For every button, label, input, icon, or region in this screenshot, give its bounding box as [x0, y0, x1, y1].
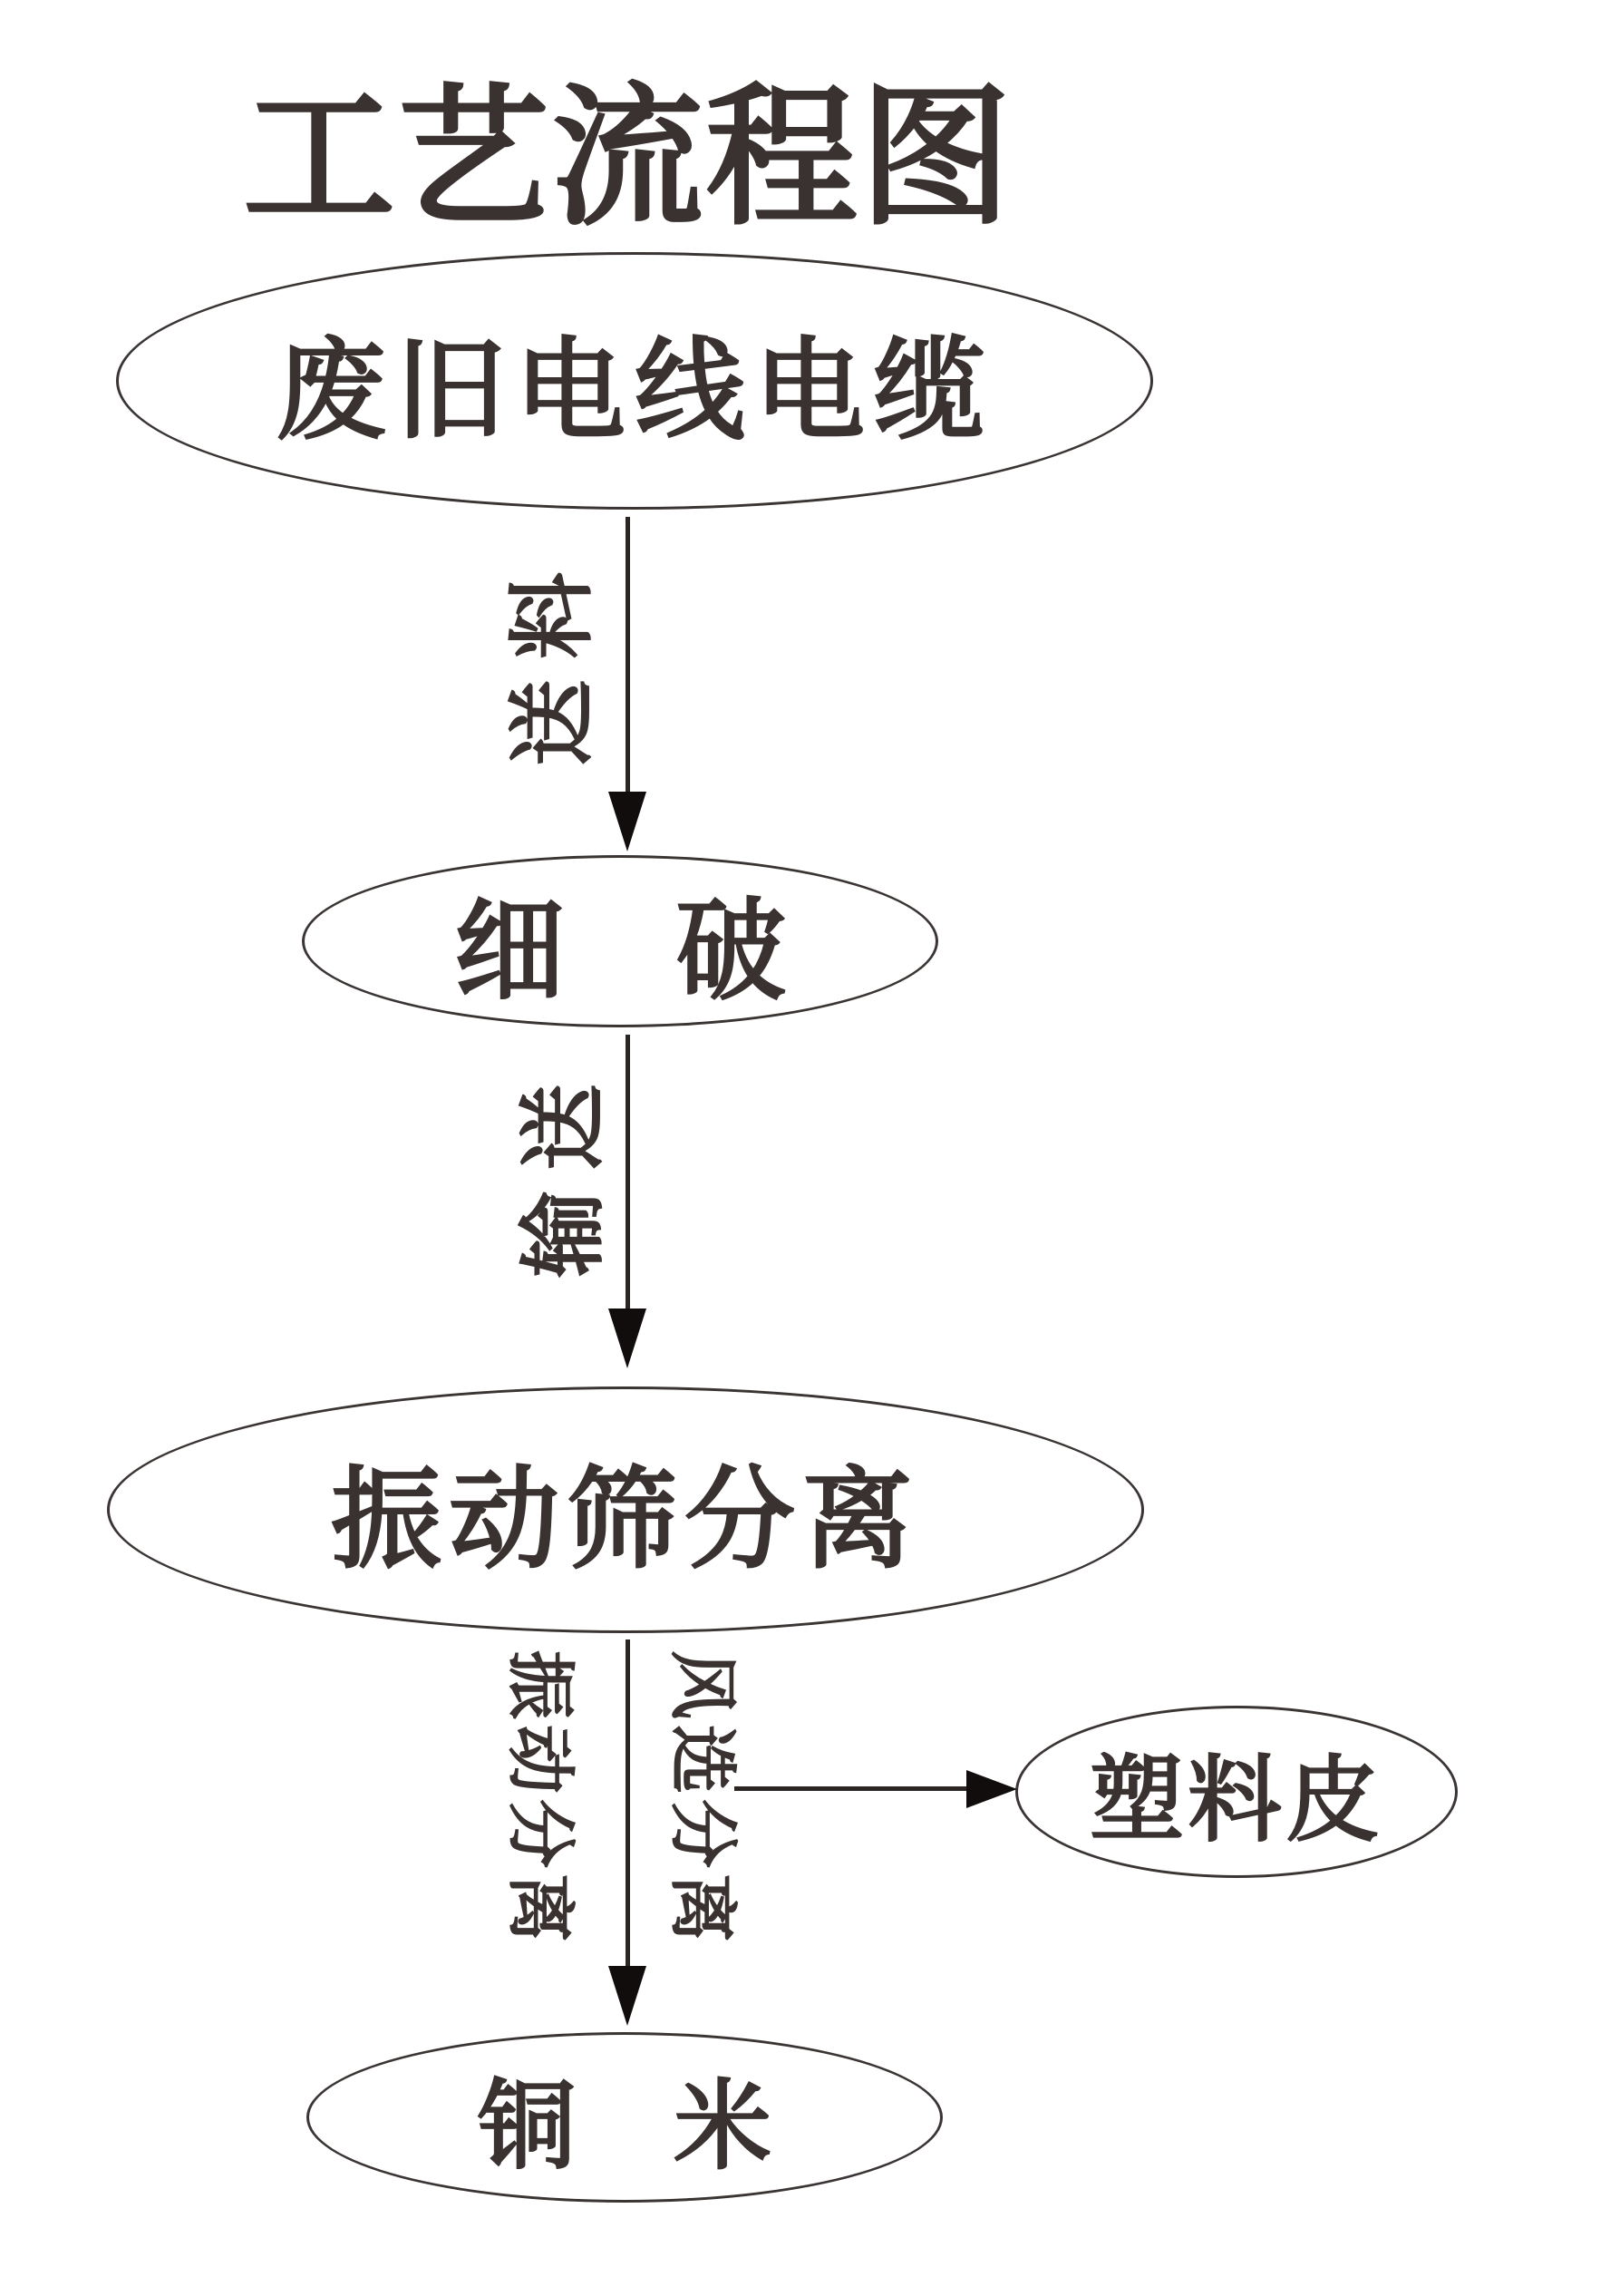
arrowhead-down-feed-icon: [608, 792, 646, 851]
edge-line-air-separation: [734, 1786, 966, 1791]
arrowhead-down-vibration-separation-icon: [608, 1966, 646, 2026]
flow-node-copper-rice: [306, 2032, 943, 2203]
edge-line-feed: [626, 517, 630, 792]
arrowhead-right-air-separation-icon: [966, 1770, 1017, 1808]
flow-node-waste-cable: [116, 252, 1153, 510]
edge-line-convey: [626, 1035, 630, 1309]
edge-label-vibration-separation: 振动分离: [500, 1650, 577, 1948]
flow-node-plastic-skin-label: 塑料皮: [1089, 1749, 1383, 1853]
flow-node-copper-rice-label: 铜 米: [477, 2073, 771, 2182]
page-title: 工艺流程图: [243, 75, 1014, 244]
arrowhead-down-convey-icon: [608, 1309, 646, 1368]
flow-node-fine-crush: [302, 855, 938, 1027]
edge-label-air-separation: 风选分离: [663, 1650, 740, 1948]
flow-node-waste-cable-label: 废旧电线电缆: [276, 330, 994, 453]
edge-label-feed: 送料: [504, 552, 602, 766]
flow-node-vibrating-screen-label: 振动筛分离: [331, 1459, 920, 1582]
flow-node-fine-crush-label: 细 破: [454, 890, 786, 1014]
edge-label-convey: 输送: [515, 1064, 613, 1278]
flow-node-plastic-skin: [1015, 1706, 1458, 1878]
flow-node-vibrating-screen: [107, 1386, 1144, 1633]
edge-line-vibration-separation: [626, 1639, 630, 1966]
